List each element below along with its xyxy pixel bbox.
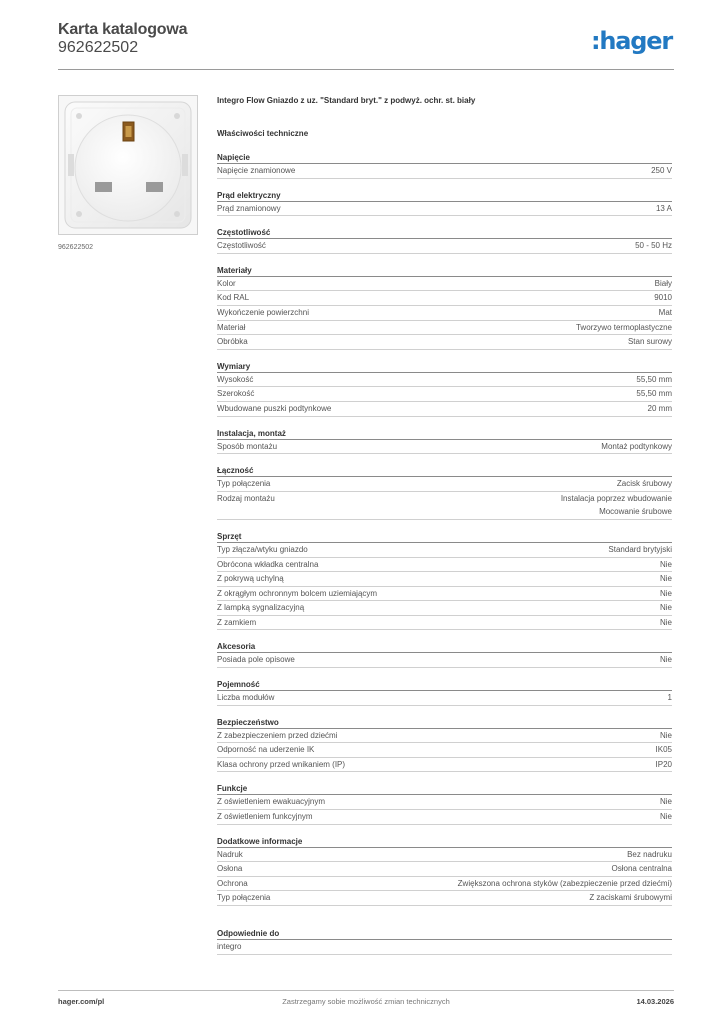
property-value [660,653,672,667]
property-value-line: Nie [659,812,672,822]
property-value-line: Tworzywo termoplastyczne [575,322,672,332]
property-value [660,810,672,824]
property-value [651,164,672,178]
property-value [636,387,672,401]
property-label: Typ połączenia [217,479,271,489]
page-footer [58,997,674,1009]
property-row [217,543,672,558]
property-label: Odporność na uderzenie IK [217,745,315,755]
property-value [636,373,672,387]
property-value-line: 55,50 mm [636,374,672,384]
property-row [217,691,672,706]
property-label: Kod RAL [217,293,250,303]
group-title: Prąd elektryczny [217,189,672,202]
property-value-line: Mocowanie śrubowe [599,507,672,517]
property-value [660,572,672,586]
suitable-row [217,940,672,955]
property-value-line: Nie [659,588,672,598]
property-value-line: Zwiększona ochrona styków (zabezpieczenie przed dziećmi) [457,878,672,888]
document-number: 962622502 [58,39,139,56]
property-row [217,277,672,292]
property-value-line: Zacisk śrubowy [616,479,672,489]
property-value-line: Nie [659,603,672,613]
property-row [217,477,672,492]
property-value [668,691,672,705]
property-value [627,848,672,862]
property-row [217,202,672,217]
property-value-line: 250 V [651,166,672,175]
property-label: Typ połączenia [217,893,271,903]
property-value [576,321,672,335]
property-value-line: Montaż podtynkowy [601,441,672,451]
property-row [217,291,672,306]
property-label: Prąd znamionowy [217,203,281,213]
property-value [660,587,672,601]
property-row [217,810,672,825]
property-row [217,387,672,402]
page-header [58,21,674,61]
footer-website: hager.com/pl [58,997,105,1006]
property-row [217,373,672,388]
header-divider [58,69,674,70]
property-row [217,306,672,321]
group-title: Funkcje [217,782,672,795]
property-value-line: Nie [659,730,672,740]
property-groups [217,151,672,906]
property-value-line: Nie [659,655,672,665]
property-value [648,402,672,416]
property-row [217,402,672,417]
property-value-line: 9010 [654,293,672,303]
property-label: Wysokość [217,374,254,384]
property-value-line: Nie [659,617,672,627]
property-value-line: 55,50 mm [636,389,672,399]
property-row [217,321,672,336]
property-row [217,795,672,810]
property-label: Z oświetleniem ewakuacyjnym [217,797,326,807]
document-title: Karta katalogowa [58,21,188,38]
property-value [612,862,672,876]
group-title: Wymiary [217,360,672,373]
property-value-line: Mat [658,307,672,317]
property-row [217,848,672,863]
property-value [656,202,672,216]
footer-date: 14.03.2026 [636,997,674,1006]
property-label: Z pokrywą uchylną [217,574,284,584]
property-value [601,440,672,454]
property-row [217,653,672,668]
property-value [655,277,672,291]
property-value [628,335,672,349]
property-label: Klasa ochrony przed wnikaniem (IP) [217,759,346,769]
property-label: Wykończenie powierzchni [217,307,309,317]
property-value-line: 13 A [655,203,672,213]
property-value-line: Nie [659,574,672,584]
property-value [635,239,672,253]
property-value-line: Standard brytyjski [608,544,672,554]
property-value-line: IK05 [655,745,672,755]
property-label: Z okrągłym ochronnym bolcem uziemiającym [217,588,378,598]
property-label: Sposób montażu [217,441,278,451]
property-label: Nadruk [217,849,243,859]
property-label: Osłona [217,864,243,874]
property-row [217,558,672,573]
hager-logo: :hager [591,27,672,55]
property-value [589,891,672,905]
property-value [656,743,672,757]
property-value-line: Biały [654,278,672,288]
property-value [608,543,672,557]
property-label: Obróbka [217,337,248,347]
group-title: Dodatkowe informacje [217,835,672,848]
property-label: Z zamkiem [217,617,257,627]
group-title: Napięcie [217,151,672,164]
footer-disclaimer: Zastrzegamy sobie możliwość zmian technicznych [282,997,450,1006]
property-value-line: 20 mm [647,403,672,413]
property-value-line: 50 - 50 Hz [635,241,672,251]
property-label: Kolor [217,278,236,288]
property-row [217,335,672,350]
property-row [217,743,672,758]
suitable-title: Odpowiednie do [217,927,672,940]
property-label: Z lampką sygnalizacyjną [217,603,305,613]
property-value [458,877,672,891]
property-label: Liczba modułów [217,693,275,703]
property-value-line: Stan surowy [627,337,672,347]
section-title: Właściwości techniczne [217,129,309,138]
property-value [660,616,672,630]
property-row [217,758,672,773]
property-label: Z zabezpieczeniem przed dziećmi [217,730,338,740]
property-row [217,440,672,455]
property-label: Obrócona wkładka centralna [217,559,319,569]
property-label: Posiada pole opisowe [217,655,295,665]
property-value [654,291,672,305]
group-title: Bezpieczeństwo [217,716,672,729]
suitable-value: integro [217,942,242,951]
product-name: Integro Flow Gniazdo z uz. "Standard bryt." z podwyż. ochr. st. biały [217,96,476,105]
property-value [660,558,672,572]
group-title: Sprzęt [217,530,672,543]
property-row [217,616,672,631]
property-value [617,477,672,491]
property-label: Rodzaj montażu [217,493,275,503]
property-row [217,164,672,179]
group-title: Łączność [217,464,672,477]
property-value-line: Z zaciskami śrubowymi [589,893,672,903]
property-value [660,729,672,743]
property-value-line: IP20 [655,759,672,769]
property-label: Częstotliwość [217,241,266,251]
property-row [217,572,672,587]
property-row [217,891,672,906]
property-label: Ochrona [217,878,248,888]
property-label: Materiał [217,322,246,332]
property-value [660,601,672,615]
group-title: Akcesoria [217,640,672,653]
uk-socket-outlet-image [59,96,197,234]
property-value-line: Bez nadruku [627,849,672,859]
property-value-line: 1 [667,693,672,703]
property-value-line: Instalacja poprzez wbudowanie [560,493,672,503]
property-label: Typ złącza/wtyku gniazdo [217,544,308,554]
footer-divider [58,990,674,991]
image-caption: 962622502 [58,244,94,251]
property-value-line: Osłona centralna [611,864,672,874]
property-value-line: Nie [659,797,672,807]
group-title: Pojemność [217,678,672,691]
property-value [659,306,672,320]
property-value [660,795,672,809]
property-row [217,601,672,616]
property-row [217,239,672,254]
property-label: Z oświetleniem funkcyjnym [217,812,313,822]
property-label: Wbudowane puszki podtynkowe [217,403,332,413]
property-row [217,729,672,744]
group-title: Instalacja, montaż [217,427,672,440]
property-row [217,862,672,877]
property-value-line: Nie [659,559,672,569]
product-image [58,95,198,235]
property-row [217,492,672,520]
technical-properties [217,96,672,955]
property-row [217,877,672,892]
group-title: Materiały [217,264,672,277]
property-value [656,758,672,772]
group-title: Częstotliwość [217,226,672,239]
property-value [561,492,672,519]
property-row [217,587,672,602]
property-label: Napięcie znamionowe [217,166,296,175]
property-label: Szerokość [217,389,255,399]
